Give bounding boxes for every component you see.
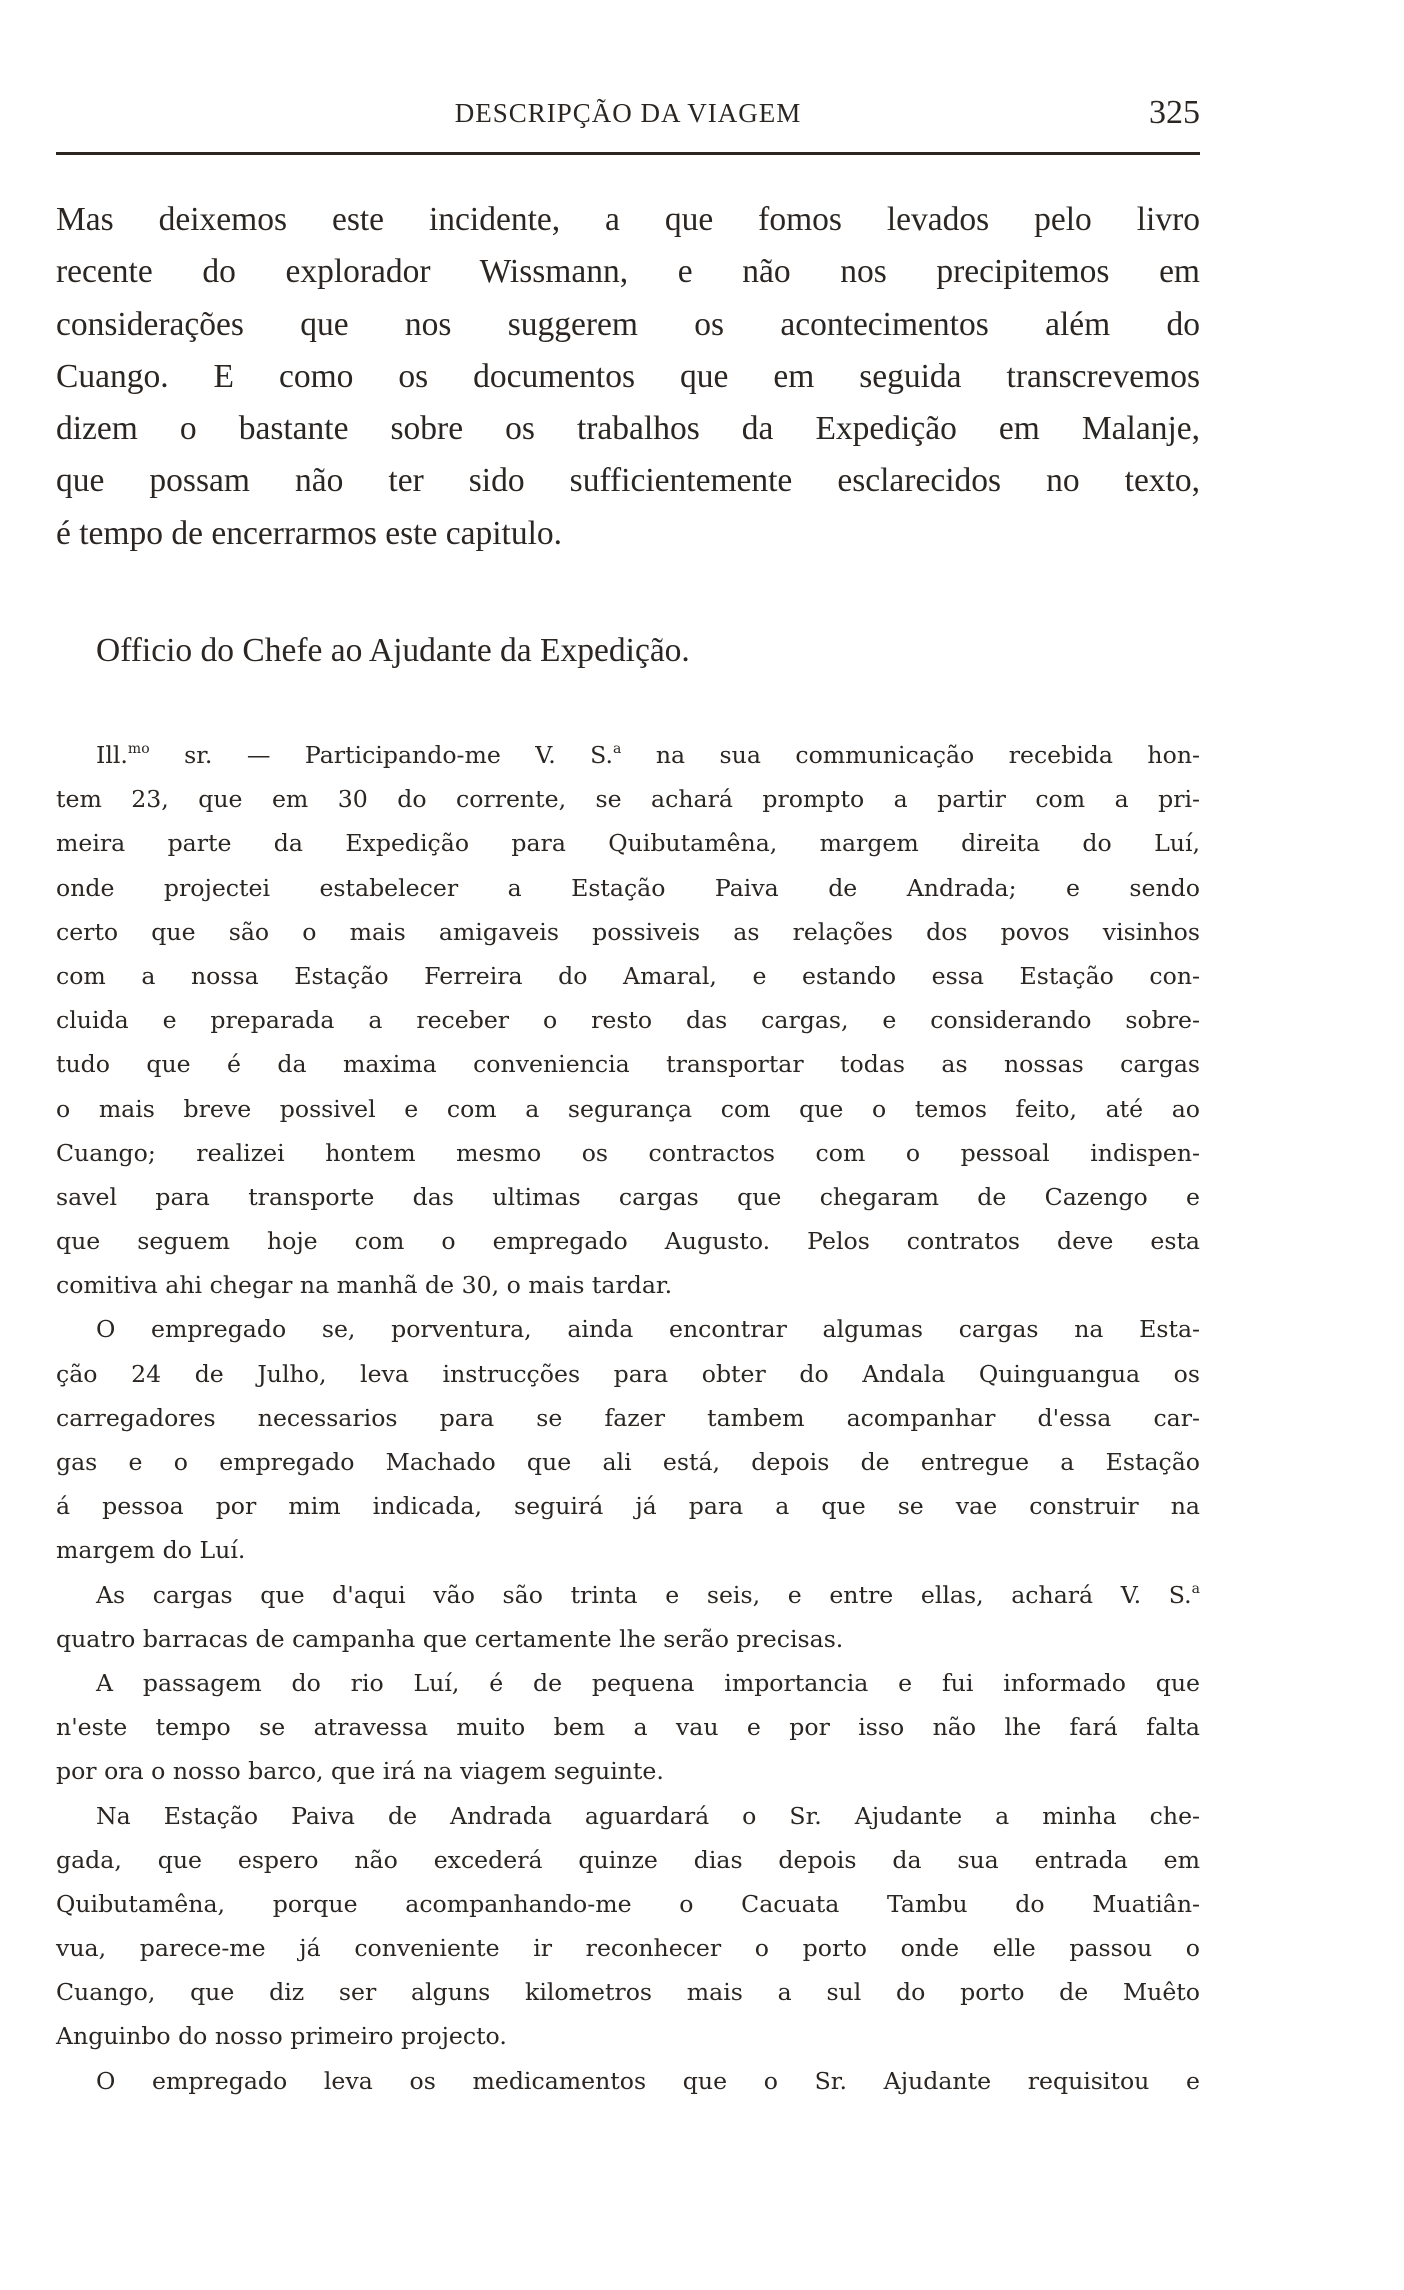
text-line: com a nossa Estação Ferreira do Amaral, e estando essa Estação con- <box>56 961 1200 990</box>
text-line: tem 23, que em 30 do corrente, se achará prompto a partir com a pri- <box>56 785 1200 814</box>
running-head <box>56 94 1200 134</box>
text-line: gada, que espero não excederá quinze dias depois da sua entrada em <box>56 1845 1200 1874</box>
text-line: margem do Luí. <box>56 1536 246 1565</box>
intro-paragraph <box>56 194 1200 560</box>
text-line: vua, parece-me já conveniente ir reconhecer o porto onde elle passou o <box>56 1934 1200 1963</box>
header-rule <box>56 152 1200 155</box>
text-line: que possam não ter sido sufficientemente esclarecidos no texto, <box>56 462 1200 500</box>
line-superscript: a <box>1191 1580 1200 1597</box>
text-line: comitiva ahi chegar na manhã de 30, o mais tardar. <box>56 1271 673 1300</box>
text-line: Cuango. E como os documentos que em seguida transcrevemos <box>56 357 1200 395</box>
text-line: que seguem hoje com o empregado Augusto. Pelos contratos deve esta <box>56 1227 1200 1256</box>
text-line: O empregado leva os medicamentos que o Sr. Ajudante requisitou e <box>96 2066 1200 2095</box>
line-segment: na sua communicação recebida hon- <box>621 741 1200 769</box>
text-line: A passagem do rio Luí, é de pequena importancia e fui informado que <box>96 1668 1200 1697</box>
text-line: recente do explorador Wissmann, e não nos precipitemos em <box>56 253 1200 291</box>
text-line: considerações que nos suggerem os acontecimentos além do <box>56 305 1200 343</box>
page-number: 325 <box>1149 94 1200 131</box>
text-line: por ora o nosso barco, que irá na viagem seguinte. <box>56 1757 664 1786</box>
text-line: tudo que é da maxima conveniencia transportar todas as nossas cargas <box>56 1050 1200 1079</box>
text-line: á pessoa por mim indicada, seguirá já para a que se vae construir na <box>56 1492 1200 1521</box>
text-line: gas e o empregado Machado que ali está, depois de entregue a Estação <box>56 1448 1200 1476</box>
text-line: Mas deixemos este incidente, a que fomos levados pelo livro <box>56 201 1200 238</box>
text-line: Na Estação Paiva de Andrada aguardará o Sr. Ajudante a minha che- <box>96 1801 1200 1830</box>
text-line: onde projectei estabelecer a Estação Paiva de Andrada; e sendo <box>56 873 1200 902</box>
text-line: quatro barracas de campanha que certamente lhe serão precisas. <box>56 1624 844 1653</box>
text-line: Cuango; realizei hontem mesmo os contractos com o pessoal indispen- <box>56 1138 1200 1167</box>
running-title: DESCRIPÇÃO DA VIAGEM <box>454 98 802 128</box>
text-line: dizem o bastante sobre os trabalhos da Expedição em Malanje, <box>56 410 1200 448</box>
text-line: savel para transporte das ultimas cargas que chegaram de Cazengo e <box>56 1182 1200 1211</box>
text-line: Cuango, que diz ser alguns kilometros mais a sul do porto de Muêto <box>56 1978 1200 2007</box>
text-line: O empregado se, porventura, ainda encontrar algumas cargas na Esta- <box>96 1315 1200 1344</box>
text-line: cluida e preparada a receber o resto das cargas, e considerando sobre- <box>56 1006 1200 1035</box>
text-line: o mais breve possivel e com a segurança com que o temos feito, até ao <box>56 1094 1200 1123</box>
line-segment: As cargas que d'aqui vão são trinta e seis, e entre ellas, achará V. S. <box>96 1580 1192 1609</box>
text-line <box>56 1573 1200 1617</box>
letter-heading: Officio do Chefe ao Ajudante da Expedição. <box>96 632 690 669</box>
document-page <box>56 0 1200 2290</box>
text-line: meira parte da Expedição para Quibutamêna, margem direita do Luí, <box>56 829 1200 858</box>
line-segment: sr. — Participando-me V. S. <box>149 741 614 769</box>
salutation-superscript: mo <box>127 741 150 757</box>
text-line <box>56 733 1200 777</box>
text-line: Quibutamêna, porque acompanhando-me o Cacuata Tambu do Muatiân- <box>56 1889 1200 1918</box>
text-line: certo que são o mais amigaveis possiveis as relações dos povos visinhos <box>56 917 1200 946</box>
text-line: carregadores necessarios para se fazer tambem acompanhar d'essa car- <box>56 1403 1200 1432</box>
letter-body <box>56 733 1200 2103</box>
text-line: é tempo de encerrarmos este capitulo. <box>56 514 563 552</box>
text-line: Anguinbo do nosso primeiro projecto. <box>56 2022 507 2051</box>
text-line: n'este tempo se atravessa muito bem a vau e por isso não lhe fará falta <box>56 1713 1200 1742</box>
text-line: ção 24 de Julho, leva instrucções para obter do Andala Quinguangua os <box>56 1359 1200 1388</box>
line-superscript: a <box>613 741 622 757</box>
salutation-prefix: Ill. <box>96 741 128 769</box>
